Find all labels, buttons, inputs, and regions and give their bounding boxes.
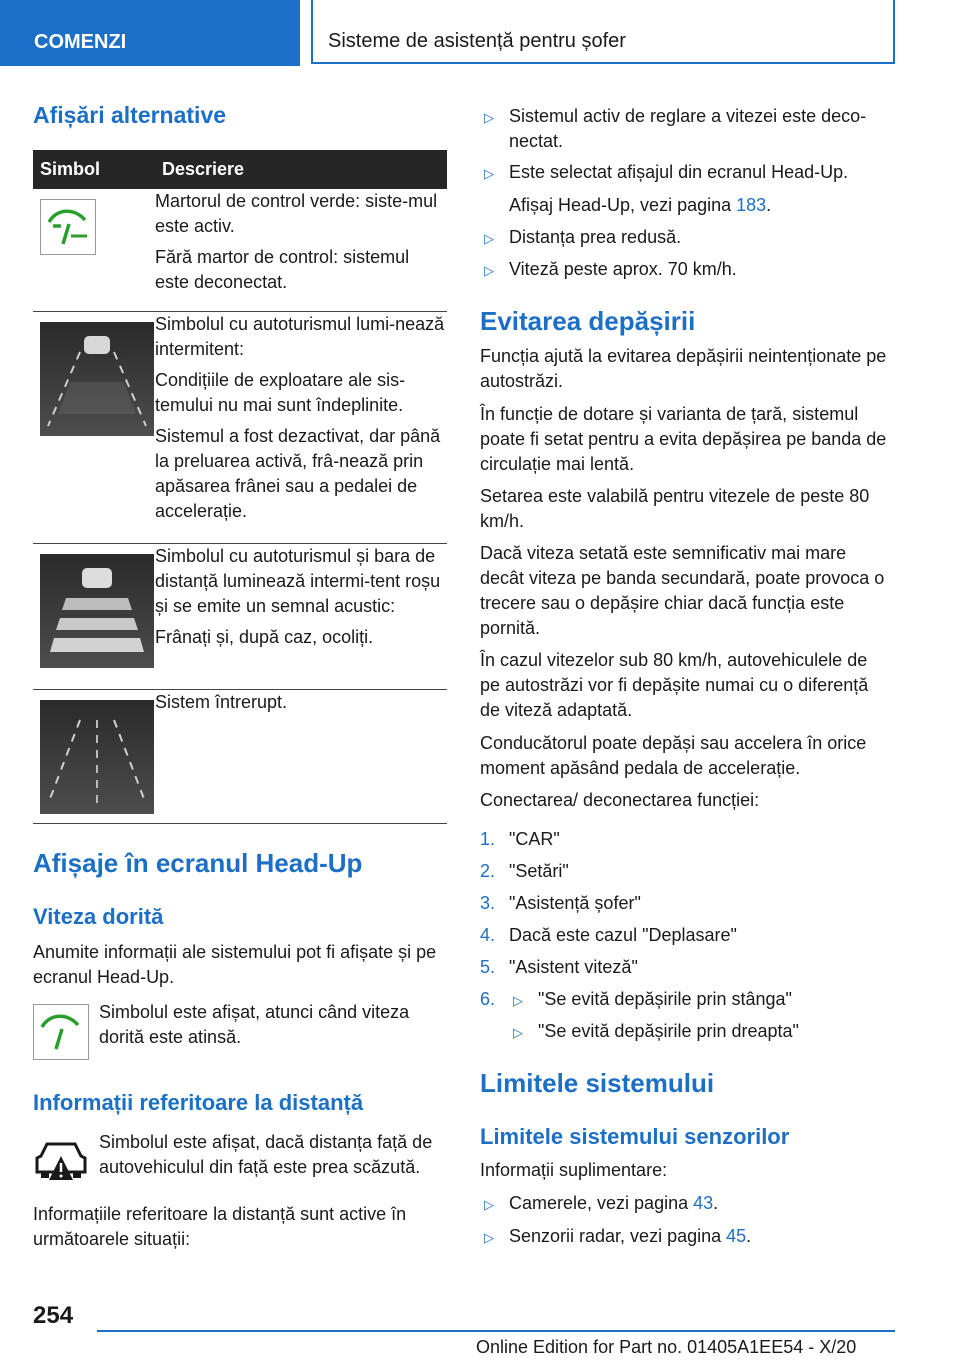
step-text: "Asistență șofer": [509, 893, 641, 913]
section-title: Sisteme de asistență pentru șofer: [311, 0, 895, 64]
reference-text: Camerele, vezi pagina: [509, 1193, 694, 1213]
symbol-cell: [33, 311, 155, 543]
table-row: [33, 311, 447, 543]
footer-divider: [97, 1330, 895, 1332]
period: .: [766, 195, 772, 215]
step-number: 6.: [480, 989, 496, 1009]
overtake-paragraph: Conducătorul poate depăși sau accelera în orice moment apăsând pedala de accelerație.: [480, 733, 867, 778]
symbol-cell: [33, 689, 155, 823]
overtake-paragraph: Funcția ajută la evitarea depășirii neintenționate pe autostrăzi.: [480, 346, 887, 391]
desired-speed-icon-text: Simbolul este afișat, atunci când viteza dorită este atinsă.: [99, 1002, 410, 1047]
description-cell: [155, 189, 447, 311]
overtake-paragraph: În cazul vitezelor sub 80 km/h, autovehiculele de pe autostrăzi vor fi depășite numai cu o diferență de viteză adaptată.: [480, 650, 869, 720]
page-link-43[interactable]: 43: [693, 1193, 714, 1213]
description-cell: [155, 311, 447, 543]
page-link-183[interactable]: 183: [736, 195, 767, 215]
step-number: 3.: [480, 893, 496, 913]
camera-reference: [509, 1191, 718, 1216]
description-line: Martorul de control verde: siste-mul este activ.: [155, 191, 438, 236]
bullet-triangle-icon: ▷: [484, 110, 494, 125]
overtake-paragraph: Setarea este valabilă pentru vitezele de peste 80 km/h.: [480, 486, 870, 531]
description-line: Fără martor de control: sistemul este deconectat.: [155, 247, 410, 292]
description-line: Frânați și, după caz, ocoliți.: [155, 626, 374, 647]
hud-heading: Afișaje în ecranul Head-Up: [33, 848, 363, 878]
description-line: Condițiile de exploatare ale sis-temului nu mai sunt îndeplinite.: [155, 369, 406, 415]
bullet-triangle-icon: ▷: [484, 231, 494, 246]
page-link-45[interactable]: 45: [726, 1226, 747, 1246]
description-line: Simbolul cu autoturismul lumi-nează intermitent:: [155, 313, 445, 359]
step-number: 5.: [480, 957, 496, 977]
car-warning-icon: [33, 1134, 89, 1184]
bullet-triangle-icon: ▷: [484, 1197, 494, 1212]
chapter-tab[interactable]: COMENZI: [0, 0, 300, 66]
bullet-item: Viteză peste aprox. 70 km/h.: [509, 259, 737, 279]
road-car-lit-icon: [40, 322, 154, 436]
bullet-item: Este selectat afișajul din ecranul Head-Up.: [509, 162, 849, 182]
step-text: "CAR": [509, 829, 560, 849]
footer-edition: Online Edition for Part no. 01405A1EE54 - X/20: [476, 1337, 857, 1357]
bullet-triangle-icon: ▷: [484, 1230, 494, 1245]
description-line: Sistem întrerupt.: [155, 691, 288, 712]
step-text: Dacă este cazul "Deplasare": [509, 925, 737, 945]
table-header-description: Descriere: [155, 150, 447, 189]
sensor-limits-heading: Limitele sistemului senzorilor: [480, 1124, 790, 1149]
table-row: [33, 689, 447, 823]
symbol-cell: [33, 189, 155, 311]
step-text: "Asistent viteză": [509, 957, 638, 977]
overtake-paragraph: Dacă viteza setată este semnificativ mai mare decât viteza pe banda secundară, poate provoca o trecere sau o depășire chiar dacă funcția este pornită.: [480, 543, 885, 638]
table-header-row: [33, 150, 447, 189]
period: .: [746, 1226, 752, 1246]
bullet-triangle-icon: ▷: [484, 166, 494, 181]
description-line: Sistemul a fost dezactivat, dar până la preluarea activă, frâ-nează prin apăsarea frânei sau a pedalei de accelerație.: [155, 425, 441, 521]
overtake-paragraph: Conectarea/ deconectarea funcției:: [480, 790, 760, 810]
limits-heading: Limitele sistemului: [480, 1068, 715, 1098]
step-number: 4.: [480, 925, 496, 945]
overtake-heading: Evitarea depășirii: [480, 306, 696, 336]
hud-reference: [509, 193, 892, 218]
step-number: 1.: [480, 829, 496, 849]
bullet-triangle-icon: ▷: [513, 1025, 523, 1040]
step-subitem: "Se evită depășirile prin dreapta": [538, 1021, 799, 1041]
radar-reference: [509, 1224, 751, 1249]
page-number: 254: [33, 1302, 74, 1329]
more-info-text: Informații suplimentare:: [480, 1160, 668, 1180]
description-cell: [155, 543, 447, 689]
distance-info-heading: Informații referitoare la distanță: [33, 1090, 364, 1115]
desired-speed-heading: Viteza dorită: [33, 904, 164, 929]
description-line: Simbolul cu autoturismul și bara de distanță luminează intermi-tent roșu și se emite un semnal acustic:: [155, 545, 441, 616]
cruise-control-green-icon: [40, 199, 96, 255]
table-header-symbol: Simbol: [33, 150, 155, 189]
desired-speed-text: Anumite informații ale sistemului pot fi afișate și pe ecranul Head-Up.: [33, 942, 437, 987]
period: .: [713, 1193, 719, 1213]
road-car-distance-bar-icon: [40, 554, 154, 668]
bullet-item: Sistemul activ de reglare a vitezei este deco-nectat.: [509, 106, 867, 151]
step-text: "Se evită depășirile prin stânga": [538, 989, 792, 1009]
distance-icon-text: Simbolul este afișat, dacă distanța față de autovehiculul din față este prea scăzută.: [99, 1132, 433, 1177]
overtake-paragraph: În funcție de dotare și varianta de țară, sistemul poate fi setat pentru a evita depășirea pe banda de circulație mai lentă.: [480, 404, 887, 474]
bullet-item: Distanța prea redusă.: [509, 227, 682, 247]
reference-text: Senzorii radar, vezi pagina: [509, 1226, 727, 1246]
table-row: [33, 543, 447, 689]
description-cell: [155, 689, 447, 823]
bullet-triangle-icon: ▷: [484, 263, 494, 278]
road-empty-icon: [40, 700, 154, 814]
symbol-table: [33, 150, 447, 824]
hud-reference-text: Afișaj Head-Up, vezi pagina: [509, 195, 737, 215]
step-text: "Setări": [509, 861, 569, 881]
step-number: 2.: [480, 861, 496, 881]
page-header: [0, 0, 960, 66]
alternative-displays-heading: Afișări alternative: [33, 102, 227, 128]
table-row: [33, 189, 447, 311]
symbol-cell: [33, 543, 155, 689]
bullet-triangle-icon: ▷: [513, 993, 523, 1008]
desired-speed-icon: [33, 1004, 89, 1060]
distance-text: Informațiile referitoare la distanță sunt active în următoarele situații:: [33, 1204, 407, 1249]
